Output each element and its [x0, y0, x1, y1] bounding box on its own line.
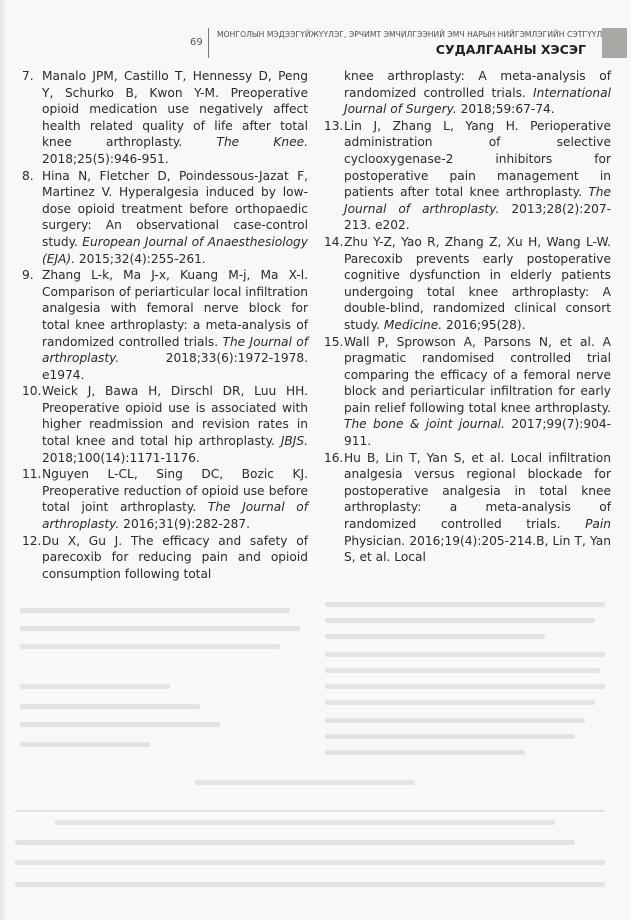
reference-item: [324, 234, 611, 334]
bleed-line: [15, 860, 605, 865]
reference-citation: 2018;25(5):946-951.: [42, 151, 169, 166]
bleed-line: [20, 644, 280, 649]
reference-number: 11.: [22, 467, 42, 482]
header-divider: [208, 28, 209, 58]
reference-number: 9.: [22, 268, 34, 283]
bleed-line: [15, 810, 605, 812]
reference-journal: The Knee.: [216, 135, 308, 150]
reference-text: Weick J, Bawa H, Dirschl DR, Luu HH. Preoperative opioid use is associated with higher readmission and revision rates in total knee and total hip arthroplasty.: [42, 384, 308, 449]
reference-number: 10.: [22, 384, 42, 399]
reference-citation: 2013;28(2):207-213. e202.: [344, 201, 611, 233]
bleed-line: [195, 780, 415, 785]
reference-citation: 2018;59:67-74.: [456, 102, 555, 117]
bleed-line: [325, 684, 605, 689]
journal-title: МОНГОЛЫН МЭДЭЭГҮЙЖҮҮЛЭГ, ЭРЧИМТ ЭМЧИЛГЭЭНИЙ ЭМЧ НАРЫН НИЙГЭМЛЭГИЙН СЭТГҮҮЛ: [217, 30, 603, 39]
reference-text: Lin J, Zhang L, Yang H. Perioperative administration of selective cyclooxygenase-2 inhibitors for postoperative pain management in patients after total knee arthroplasty.: [344, 118, 611, 200]
reference-journal: International Journal of Surgery.: [344, 85, 611, 117]
reference-journal: European Journal of Anaesthesiology (EJA).: [42, 234, 309, 266]
reference-citation: Physician. 2016;19(4):205-214.B, Lin T, Yan S, et al. Local: [344, 533, 611, 565]
reference-text: Hina N, Fletcher D, Poindessous-Jazat F, Martinez V. Hyperalgesia induced by low-dose opioid treatment before orthopaedic surgery: An observational case-control study.: [42, 168, 308, 249]
bleed-line: [20, 722, 220, 727]
bleed-line: [20, 742, 150, 747]
bleed-line: [325, 718, 585, 723]
reference-item: [22, 466, 308, 532]
reference-item: [324, 450, 611, 566]
reference-text: Du X, Gu J. The efficacy and safety of parecoxib for reducing pain and opioid consumption following total: [42, 533, 308, 581]
reference-number: 14.: [324, 234, 344, 249]
reference-citation: 2015;32(4):255-261.: [75, 251, 206, 266]
reference-journal: Pain: [585, 517, 611, 532]
reference-item: [22, 68, 308, 168]
page-edge-shadow: [0, 0, 8, 920]
reference-text: knee arthroplasty: A meta-analysis of randomized controlled trials.: [344, 69, 611, 100]
reference-journal: The Journal of arthroplasty.: [42, 500, 308, 532]
reference-citation: 2017;99(7):904-911.: [344, 417, 611, 449]
reference-text: Wall P, Sprowson A, Parsons N, et al. A pragmatic randomised controlled trial comparing the efficacy of a femoral nerve block and periarticular infiltration for early pain relief following total knee arthroplasty.: [344, 334, 611, 415]
reference-journal: JBJS.: [280, 434, 308, 449]
header-color-block: [602, 28, 627, 58]
bleed-line: [15, 882, 605, 887]
bleed-line: [325, 734, 575, 739]
reverse-side-bleed-through: [15, 600, 615, 900]
reference-number: 13.: [324, 118, 344, 133]
reference-item: [22, 533, 308, 583]
reference-continuation: [324, 68, 611, 118]
reference-item: [324, 118, 611, 234]
bleed-line: [325, 700, 595, 705]
reference-journal: Medicine.: [383, 317, 443, 332]
reference-journal: The Journal of arthroplasty.: [344, 185, 611, 216]
reference-text: Zhu Y-Z, Yao R, Zhang Z, Xu H, Wang L-W. Parecoxib prevents early postoperative cognitive dysfunction in elderly patients undergoing total knee arthroplasty: A double-blind, randomized clinical consort study.: [344, 234, 611, 332]
bleed-line: [325, 618, 595, 623]
page-header: [0, 28, 631, 64]
reference-number: 16.: [324, 450, 344, 465]
reference-citation: 2016;95(28).: [442, 317, 526, 332]
reference-item: [22, 267, 308, 383]
reference-item: [22, 383, 308, 466]
bleed-line: [20, 608, 290, 613]
references-left-column: [22, 68, 308, 582]
reference-citation: 2016;31(9):282-287.: [119, 517, 250, 532]
bleed-line: [325, 634, 545, 639]
reference-journal: The Journal of arthroplasty.: [42, 334, 309, 366]
reference-text: Nguyen L-CL, Sing DC, Bozic KJ. Preoperative reduction of opioid use before total joint arthroplasty.: [42, 467, 308, 515]
references-right-column: [324, 68, 611, 566]
bleed-line: [325, 668, 600, 673]
reference-number: 8.: [22, 168, 34, 183]
bleed-line: [325, 652, 605, 657]
reference-item: [22, 168, 308, 268]
reference-number: 7.: [22, 69, 34, 83]
bleed-line: [55, 820, 555, 825]
page-number: 69: [190, 37, 203, 48]
reference-citation: 2018;100(14):1171-1176.: [42, 450, 200, 465]
bleed-line: [20, 704, 200, 709]
reference-text: Manalo JPM, Castillo T, Hennessy D, Peng Y, Schurko B, Kwon Y-M. Preoperative opioid medication use negatively affect health related quality of life after total knee arthroplasty.: [42, 69, 308, 150]
bleed-line: [325, 750, 525, 755]
section-title: СУДАЛГААНЫ ХЭСЭГ: [435, 42, 586, 57]
reference-journal: The bone & joint journal.: [344, 417, 505, 432]
bleed-line: [20, 626, 300, 631]
reference-citation: 2018;33(6):1972-1978. e1974.: [42, 351, 308, 382]
bleed-line: [15, 840, 575, 845]
reference-item: [324, 334, 611, 450]
bleed-line: [20, 684, 170, 689]
bleed-line: [325, 602, 605, 607]
reference-text: Zhang L-k, Ma J-x, Kuang M-j, Ma X-l. Comparison of periarticular local infiltration analgesia with femoral nerve block for total knee arthroplasty: a meta-analysis of randomized controlled trials.: [42, 268, 308, 349]
reference-number: 15.: [324, 334, 344, 349]
reference-text: Hu B, Lin T, Yan S, et al. Local infiltration analgesia versus regional blockade for postoperative analgesia in total knee arthroplasty: a meta-analysis of randomized controlled trials.: [344, 450, 611, 532]
reference-number: 12.: [22, 533, 42, 548]
